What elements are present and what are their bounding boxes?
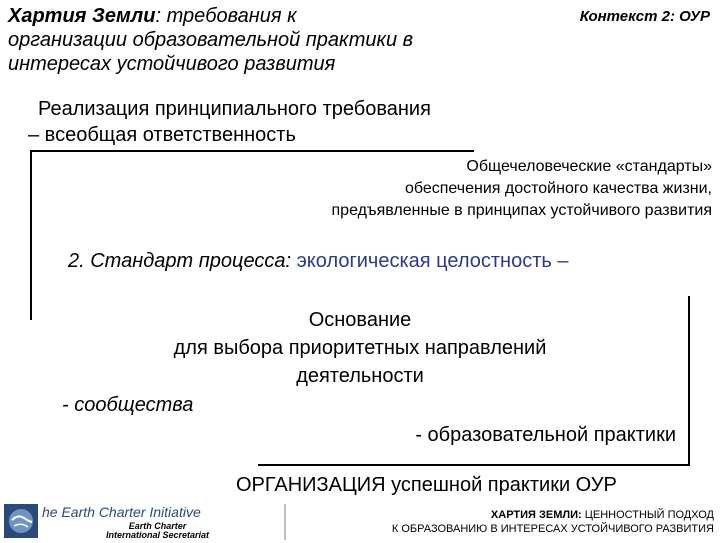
title-rest: : требования к xyxy=(155,5,297,27)
practice-text: - образовательной практики xyxy=(415,424,676,446)
left-bracket-line xyxy=(30,150,32,320)
secretariat-line2: International Secretariat xyxy=(106,530,210,540)
process-standard xyxy=(68,250,568,273)
footer-caption-line2: К ОБРАЗОВАНИЮ В ИНТЕРЕСАХ УСТОЙЧИВОГО РАЗВИТИЯ xyxy=(391,523,714,535)
footer-caption-bold: ХАРТИЯ ЗЕМЛИ: xyxy=(490,509,582,521)
secretariat-text xyxy=(106,522,209,540)
subtitle-line1: Реализация принципиального требования xyxy=(38,98,431,120)
title-line2: организации образовательной практики в xyxy=(8,29,414,51)
title-line3: интересах устойчивого развития xyxy=(8,53,336,75)
basis-line1: Основание xyxy=(308,309,412,331)
communities-text: - сообщества xyxy=(62,394,194,416)
bottom-bracket-line xyxy=(258,464,690,466)
footer-divider xyxy=(284,504,286,540)
basis-block xyxy=(0,306,720,390)
title-bold: Хартия Земли xyxy=(8,5,156,27)
organization-text: ОРГАНИЗАЦИЯ успешной практики ОУР xyxy=(236,474,617,496)
basis-line2: для выбора приоритетных направлений xyxy=(173,337,547,359)
secretariat-line1: Earth Charter xyxy=(128,521,187,531)
initiative-text: he Earth Charter Initiative xyxy=(42,504,201,520)
process-value: экологическая целостность – xyxy=(291,250,569,272)
footer xyxy=(0,502,720,540)
slide-title xyxy=(8,4,413,76)
standards-block xyxy=(332,156,712,222)
basis-line3: деятельности xyxy=(296,365,424,387)
footer-caption xyxy=(392,508,714,536)
context-label: Контекст 2: ОУР xyxy=(579,8,710,25)
process-label: 2. Стандарт процесса: xyxy=(68,250,292,272)
earth-charter-logo-icon xyxy=(4,504,38,538)
top-bracket-line xyxy=(30,150,474,152)
standards-line3: предъявленные в принципах устойчивого развития xyxy=(331,202,712,219)
standards-line1: Общечеловеческие «стандарты» xyxy=(466,158,712,175)
standards-line2: обеспечения достойного качества жизни, xyxy=(404,180,712,197)
footer-caption-rest: ЦЕННОСТНЫЙ ПОДХОД xyxy=(581,509,714,521)
subtitle-line2: – всеобщая ответственность xyxy=(28,124,296,146)
